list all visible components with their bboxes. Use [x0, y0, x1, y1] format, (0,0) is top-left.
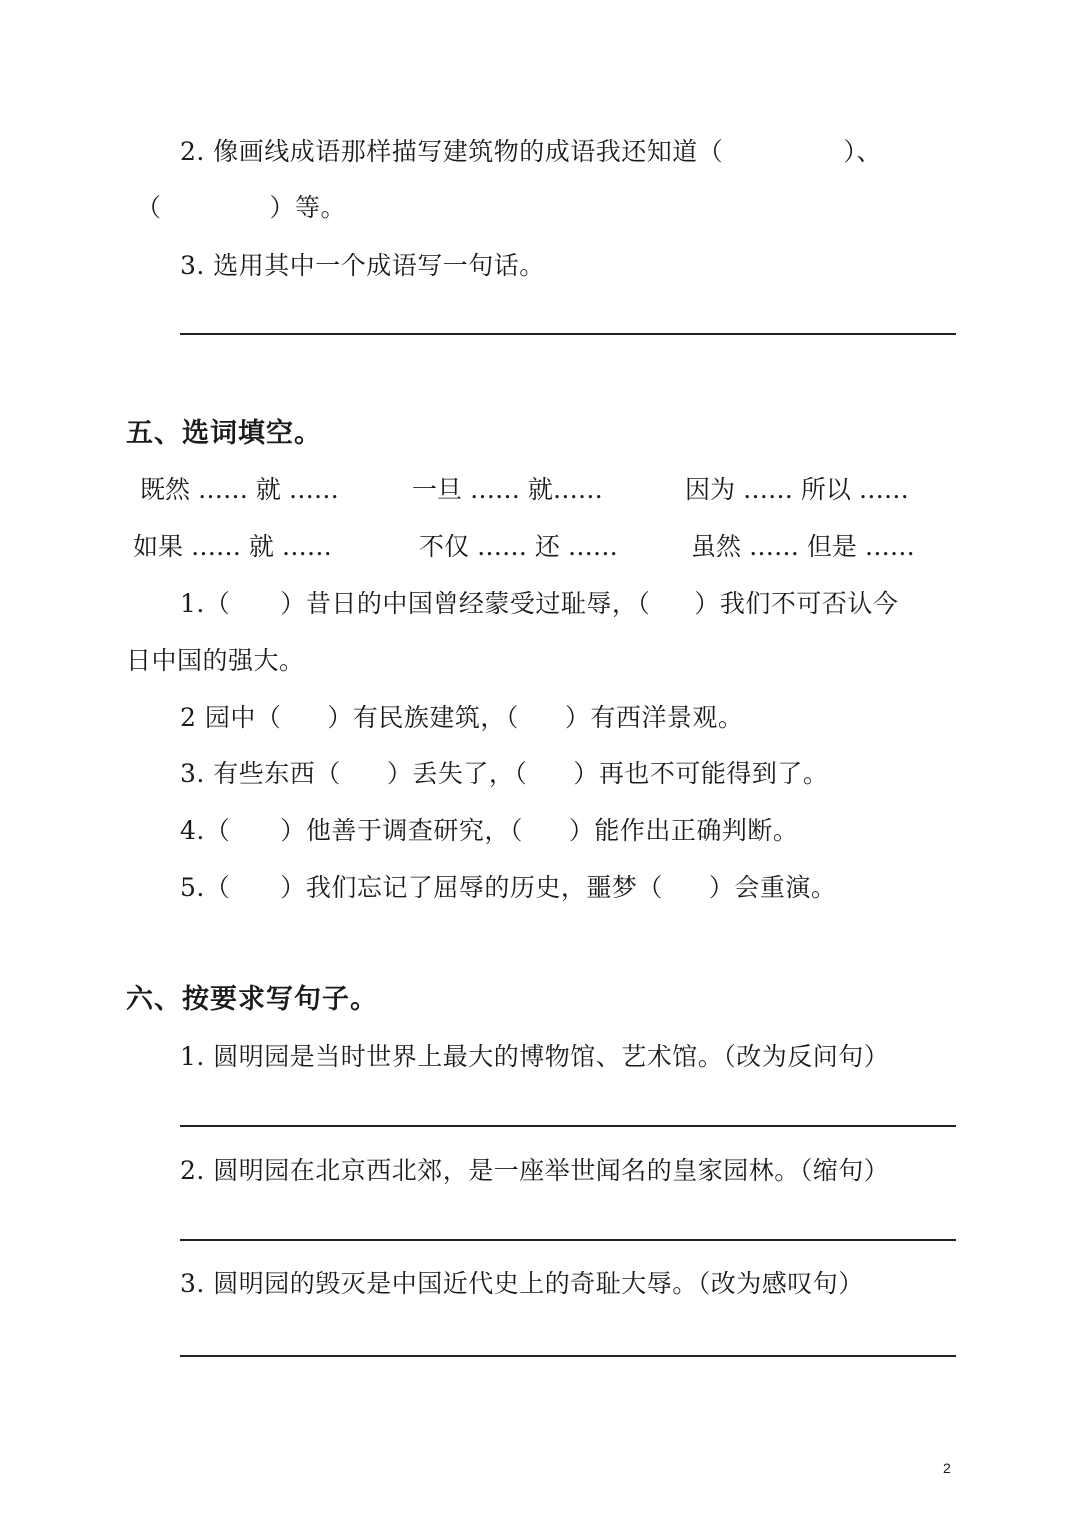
- word-option: 既然 …… 就 ……: [140, 475, 339, 504]
- section-6-title: 六、按要求写句子。: [126, 984, 378, 1015]
- question-5-4: 4.（ ）他善于调查研究，（ ）能作出正确判断。: [180, 816, 799, 845]
- section-5-title: 五、选词填空。: [126, 418, 322, 449]
- word-option: 不仅 …… 还 ……: [419, 532, 618, 561]
- question-5-1-line1: 1.（ ）昔日的中国曾经蒙受过耻辱，（ ）我们不可否认今: [180, 589, 899, 618]
- question-6-3: 3. 圆明园的毁灭是中国近代史上的奇耻大辱。（改为感叹句）: [180, 1269, 864, 1298]
- question-5-1-line2: 日中国的强大。: [126, 646, 305, 675]
- question-4-2-line2: （ ）等。: [136, 193, 347, 222]
- word-option: 虽然 …… 但是 ……: [691, 532, 915, 561]
- word-option: 如果 …… 就 ……: [133, 532, 332, 561]
- question-6-1: 1. 圆明园是当时世界上最大的博物馆、艺术馆。（改为反问句）: [180, 1042, 890, 1071]
- question-5-2: 2 园中（ ）有民族建筑，（ ）有西洋景观。: [180, 703, 744, 732]
- word-option: 一旦 …… 就……: [412, 475, 603, 504]
- word-option: 因为 …… 所以 ……: [685, 475, 909, 504]
- answer-line[interactable]: [180, 1239, 956, 1241]
- page-number: 2: [943, 1460, 951, 1476]
- question-5-3: 3. 有些东西（ ）丢失了，（ ）再也不可能得到了。: [180, 759, 829, 788]
- question-5-5: 5.（ ）我们忘记了屈辱的历史，噩梦（ ）会重演。: [180, 873, 837, 902]
- answer-line[interactable]: [180, 333, 956, 335]
- question-4-3: 3. 选用其中一个成语写一句话。: [180, 251, 545, 280]
- question-4-2-line1: 2. 像画线成语那样描写建筑物的成语我还知道（ ）、: [180, 137, 882, 166]
- question-6-2: 2. 圆明园在北京西北郊，是一座举世闻名的皇家园林。（缩句）: [180, 1156, 890, 1185]
- answer-line[interactable]: [180, 1355, 956, 1357]
- answer-line[interactable]: [180, 1125, 956, 1127]
